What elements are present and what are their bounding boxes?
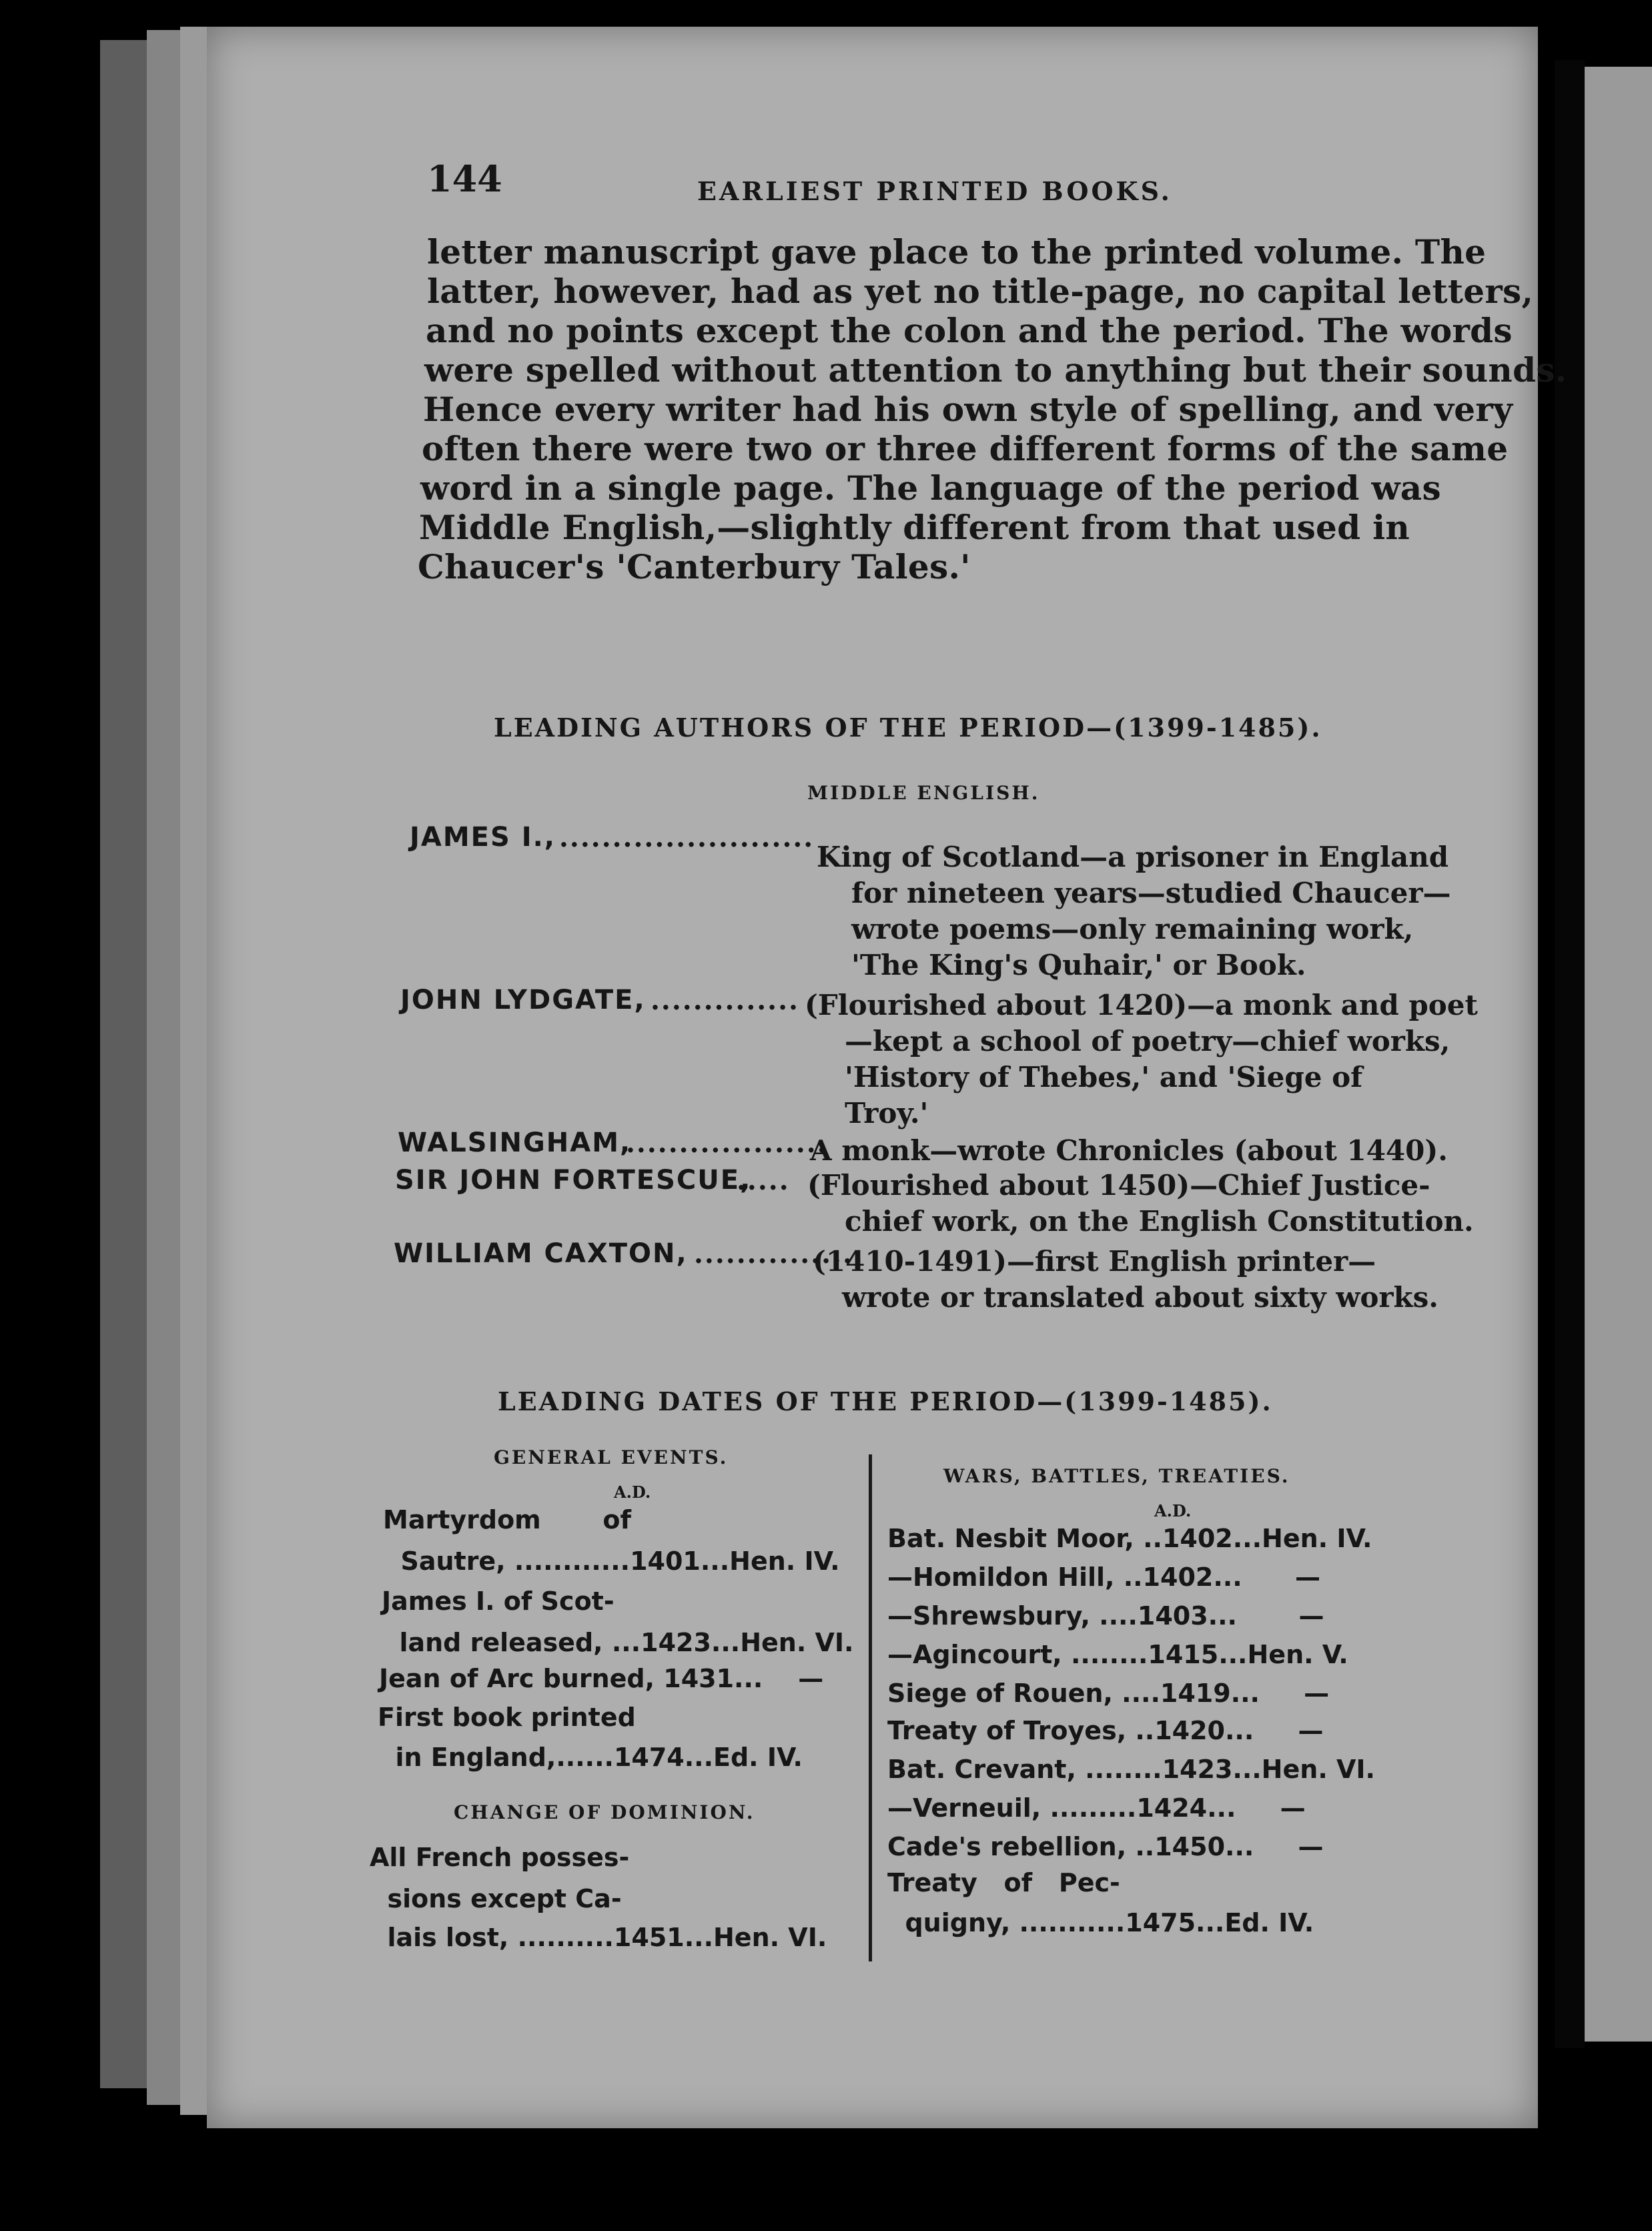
leader-dots: ................... [626, 1128, 828, 1159]
change-of-dominion-heading: CHANGE OF DOMINION. [454, 1801, 755, 1823]
text-line: often there were two or three different forms of the same [422, 429, 1509, 468]
page-stack-edge [100, 40, 147, 2088]
war-line: Bat. Nesbit Moor, ..1402...Hen. IV. [887, 1524, 1372, 1553]
anno-domini-label: A.D. [614, 1482, 651, 1502]
war-line: Siege of Rouen, ....1419... — [887, 1679, 1330, 1708]
author-description: (1410-1491)—first English printer— [813, 1245, 1376, 1278]
war-line: —Agincourt, ........1415...Hen. V. [887, 1640, 1348, 1669]
text-line: Hence every writer had his own style of spelling, and very [423, 390, 1513, 429]
authors-section-title: LEADING AUTHORS OF THE PERIOD—(1399-1485). [494, 713, 1322, 743]
author-description: chief work, on the English Constitution. [845, 1205, 1474, 1238]
text-line: word in a single page. The language of the period was [420, 468, 1441, 508]
leader-dots: ................ [694, 1238, 864, 1270]
page-stack-edge [147, 30, 180, 2105]
text-line: were spelled without attention to anything but their sounds. [424, 350, 1567, 390]
author-description: Troy.' [845, 1097, 929, 1130]
author-name: JOHN LYDGATE, [400, 985, 646, 1015]
leader-dots: ........................ [559, 822, 815, 853]
facing-page-edge [1585, 67, 1652, 2042]
event-line: land released, ...1423...Hen. VI. [382, 1628, 854, 1657]
leader-dots: .............. [651, 985, 799, 1016]
war-line: quigny, ...........1475...Ed. IV. [887, 1908, 1314, 1937]
text-line: Middle English,—slightly different from that used in [419, 508, 1410, 547]
war-line: Treaty of Pec- [887, 1868, 1120, 1897]
war-line: Bat. Crevant, ........1423...Hen. VI. [887, 1755, 1375, 1784]
author-description: —kept a school of poetry—chief works, [845, 1025, 1451, 1057]
war-line: —Shrewsbury, ....1403... — [887, 1601, 1324, 1631]
author-description: (Flourished about 1420)—a monk and poet [805, 989, 1478, 1021]
author-description: A monk—wrote Chronicles (about 1440). [810, 1134, 1448, 1167]
war-line: —Homildon Hill, ..1402... — [887, 1563, 1321, 1592]
author-description: King of Scotland—a prisoner in England [817, 841, 1449, 873]
event-line: Jean of Arc burned, 1431... — [379, 1664, 824, 1693]
author-name: WILLIAM CAXTON, [394, 1238, 688, 1269]
author-description: wrote poems—only remaining work, [851, 913, 1414, 945]
page-number: 144 [427, 157, 502, 200]
event-line: in England,......1474...Ed. IV. [378, 1743, 803, 1772]
text-line: latter, however, had as yet no title-page, no capital letters, [427, 272, 1534, 311]
author-name: WALSINGHAM, [398, 1128, 632, 1158]
event-line: Martyrdom of [383, 1505, 632, 1534]
event-line: James I. of Scot- [382, 1587, 614, 1616]
author-description: 'History of Thebes,' and 'Siege of [845, 1061, 1363, 1093]
author-name: JAMES I., [410, 822, 556, 853]
dominion-line: All French posses- [370, 1843, 630, 1872]
author-description: 'The King's Quhair,' or Book. [851, 949, 1306, 981]
leader-dots: ..... [737, 1165, 790, 1196]
author-description: for nineteen years—studied Chaucer— [851, 877, 1451, 909]
author-description: wrote or translated about sixty works. [842, 1281, 1438, 1314]
wars-battles-heading: WARS, BATTLES, TREATIES. [943, 1465, 1290, 1487]
text-line: Chaucer's 'Canterbury Tales.' [418, 547, 971, 586]
page-stack-edge [180, 27, 207, 2115]
dominion-line: lais lost, ..........1451...Hen. VI. [370, 1923, 827, 1952]
text-line: letter manuscript gave place to the printed volume. The [427, 232, 1487, 272]
anno-domini-label: A.D. [1154, 1501, 1192, 1520]
author-name: SIR JOHN FORTESCUE, [395, 1165, 752, 1196]
column-divider [869, 1454, 872, 1961]
authors-subtitle: MIDDLE ENGLISH. [807, 782, 1040, 804]
text-line: and no points except the colon and the period. The words [426, 311, 1513, 350]
war-line: Treaty of Troyes, ..1420... — [887, 1716, 1324, 1745]
event-line: First book printed [378, 1703, 636, 1732]
war-line: Cade's rebellion, ..1450... — [887, 1832, 1324, 1861]
running-title: EARLIEST PRINTED BOOKS. [697, 176, 1172, 206]
dates-section-title: LEADING DATES OF THE PERIOD—(1399-1485). [498, 1386, 1273, 1416]
general-events-heading: GENERAL EVENTS. [494, 1446, 729, 1468]
dominion-line: sions except Ca- [370, 1884, 622, 1913]
author-description: (Flourished about 1450)—Chief Justice- [807, 1169, 1430, 1202]
event-line: Sautre, ............1401...Hen. IV. [383, 1546, 840, 1576]
war-line: —Verneuil, .........1424... — [887, 1793, 1306, 1823]
